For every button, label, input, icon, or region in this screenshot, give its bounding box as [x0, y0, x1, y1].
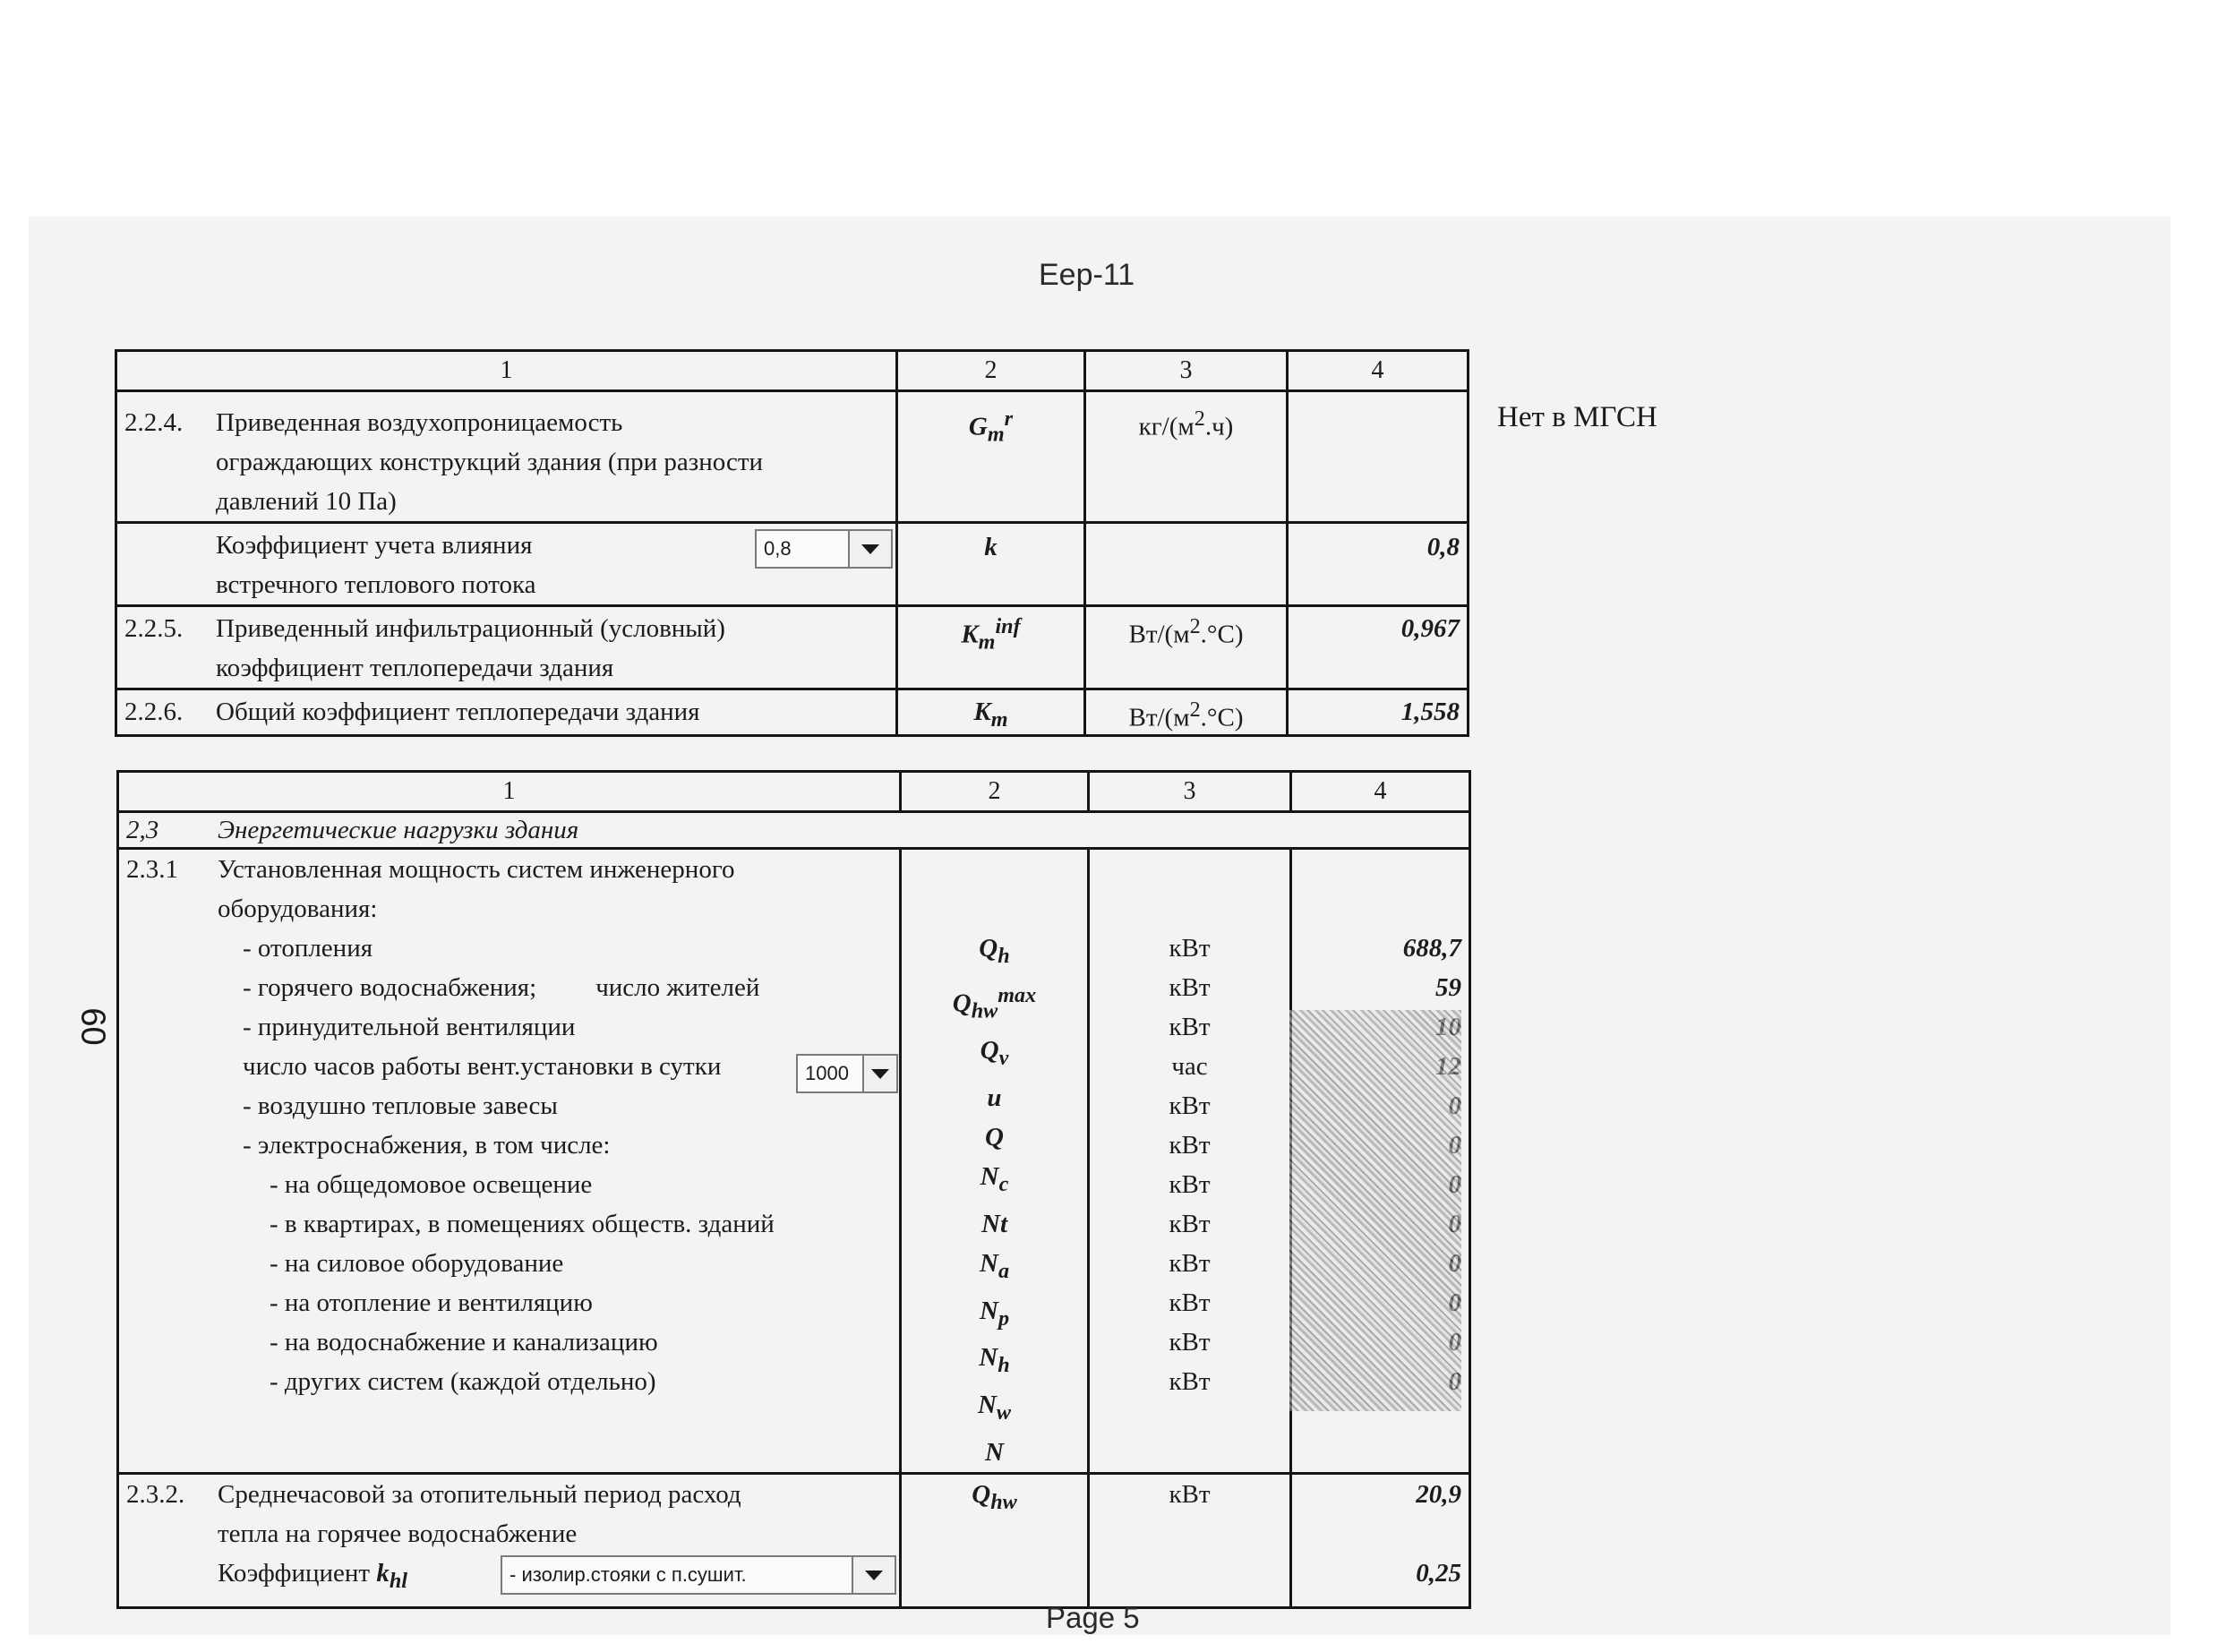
- chevron-down-icon: [861, 544, 879, 554]
- section-number: 2,3: [126, 816, 159, 844]
- row-value: [1288, 391, 1469, 523]
- section-row: [118, 812, 1470, 849]
- table-row: [116, 523, 1469, 606]
- table-envelope: [115, 349, 1469, 737]
- item-symbol: $N_h$: [979, 1343, 1010, 1378]
- item-symbol: $N_p$: [979, 1296, 1010, 1331]
- col-header-1: 1: [118, 772, 901, 812]
- row-symbol: $G_m^r$: [897, 391, 1085, 523]
- riser-type-dropdown[interactable]: [501, 1555, 896, 1595]
- symbols-column: [901, 849, 1089, 1474]
- item-label: - на силовое оборудование: [270, 1249, 564, 1278]
- side-page-number: 60: [73, 1007, 112, 1046]
- row-number: 2.2.5.: [124, 614, 184, 643]
- col-header-4: 4: [1288, 351, 1469, 391]
- row-unit: $Вт/(м^2.^\circ С)$: [1085, 689, 1288, 736]
- item-symbol: Nt: [981, 1209, 1007, 1238]
- row-description: 2.3.2. Среднечасовой за отопительный период расход тепла на горячее водоснабжение Коэффициент $k_{hl}$ - изолир.стояки с п.сушит.: [118, 1474, 901, 1608]
- dropdown-value: 0,8: [764, 537, 792, 560]
- item-label: - на общедомовое освещение: [270, 1170, 593, 1199]
- table-row: [116, 606, 1469, 689]
- col-header-3: 3: [1089, 772, 1291, 812]
- item-symbol: $N_a$: [979, 1248, 1010, 1283]
- item-label: - воздушно тепловые завесы: [243, 1091, 558, 1120]
- table-row: [118, 849, 1470, 1474]
- item-unit: кВт: [1169, 1328, 1211, 1357]
- table-energy-loads: [116, 770, 1471, 1609]
- item-unit: час: [1171, 1052, 1208, 1081]
- row-value: [1291, 1474, 1470, 1608]
- row-description: [116, 391, 897, 523]
- item-unit: кВт: [1169, 1013, 1211, 1041]
- row-text: Коэффициент учета влияния: [216, 531, 533, 560]
- row-text: ограждающих конструкций здания (при разности: [216, 448, 764, 476]
- row-symbol: $K_m^{inf}$: [897, 606, 1085, 689]
- item-unit: кВт: [1169, 1249, 1211, 1278]
- item-symbol: $N_c$: [980, 1162, 1009, 1196]
- item-unit: кВт: [1169, 1367, 1211, 1396]
- item-value: 59: [1435, 973, 1461, 1002]
- row-unit: кВт: [1089, 1474, 1291, 1608]
- item-label: - в квартирах, в помещениях обществ. зданий: [270, 1210, 775, 1238]
- row-symbol: $Q_{hw}$: [901, 1474, 1089, 1608]
- row-description: [116, 689, 897, 736]
- item-unit: кВт: [1169, 934, 1211, 963]
- units-column: [1089, 849, 1291, 1474]
- item-label: - на водоснабжение и канализацию: [270, 1328, 658, 1357]
- row-value: 1,558: [1288, 689, 1469, 736]
- side-note: Нет в МГСН: [1497, 401, 1657, 433]
- row-unit: $кг/(м^2.ч)$: [1085, 391, 1288, 523]
- col-header-4: 4: [1291, 772, 1470, 812]
- item-unit: кВт: [1169, 1131, 1211, 1160]
- item-label: число часов работы вент.установки в сутки: [243, 1052, 722, 1081]
- item-label: - горячего водоснабжения;: [243, 973, 537, 1002]
- row-unit: $Вт/(м^2.^\circ С)$: [1085, 606, 1288, 689]
- item-symbol: $N_w$: [977, 1391, 1012, 1425]
- item-value: 20,9: [1416, 1480, 1461, 1510]
- row-text: тепла на горячее водоснабжение: [218, 1519, 578, 1549]
- item-unit: кВт: [1169, 1091, 1211, 1120]
- item-label: - принудительной вентиляции: [243, 1013, 576, 1041]
- row-text: Приведенная воздухопроницаемость: [216, 408, 623, 437]
- row-text: оборудования:: [218, 894, 378, 923]
- chevron-down-icon: [865, 1571, 883, 1580]
- residents-label: число жителей: [595, 973, 760, 1002]
- item-unit: кВт: [1169, 1170, 1211, 1199]
- col-header-2: 2: [901, 772, 1089, 812]
- item-label: - других систем (каждой отдельно): [270, 1367, 656, 1396]
- row-number: 2.3.2.: [126, 1480, 185, 1510]
- dropdown-arrow-button[interactable]: [848, 531, 891, 567]
- item-unit: кВт: [1169, 1210, 1211, 1238]
- chevron-down-icon: [871, 1069, 889, 1079]
- row-number: 2.2.6.: [124, 698, 184, 726]
- item-label: - на отопление и вентиляцию: [270, 1288, 593, 1317]
- row-description: [116, 523, 897, 606]
- row-text: коэффициент теплопередачи здания: [216, 654, 614, 682]
- row-description: [116, 606, 897, 689]
- item-value: 688,7: [1402, 934, 1461, 963]
- dropdown-value: - изолир.стояки с п.сушит.: [510, 1563, 747, 1587]
- item-unit: кВт: [1169, 973, 1211, 1002]
- table-row: [118, 1474, 1470, 1608]
- col-header-1: 1: [116, 351, 897, 391]
- col-header-2: 2: [897, 351, 1085, 391]
- dropdown-arrow-button[interactable]: [862, 1056, 896, 1091]
- item-symbol: $Q_{hw}^{max}$: [952, 982, 1037, 1023]
- row-text: давлений 10 Па): [216, 487, 397, 516]
- item-symbol: $Q_h$: [979, 934, 1010, 968]
- table-row: [116, 391, 1469, 523]
- row-symbol: $K_m$: [897, 689, 1085, 736]
- item-symbol: $Q_v$: [980, 1036, 1009, 1071]
- coefficient-dropdown[interactable]: [755, 529, 893, 569]
- row-number: 2.3.1: [126, 855, 178, 884]
- row-value: 0,8: [1288, 523, 1469, 606]
- section-title: Энергетические нагрузки здания: [218, 816, 579, 844]
- row-unit: [1085, 523, 1288, 606]
- row-text: Приведенный инфильтрационный (условный): [216, 614, 725, 643]
- coefficient-value: 0,25: [1416, 1559, 1461, 1588]
- coefficient-label: Коэффициент: [218, 1559, 371, 1588]
- item-symbol: N: [985, 1438, 1004, 1468]
- dropdown-value: 1000: [805, 1062, 849, 1084]
- row-number: 2.2.4.: [124, 408, 184, 437]
- item-label: - электроснабжения, в том числе:: [243, 1131, 611, 1160]
- row-text: Установленная мощность систем инженерного: [218, 855, 735, 884]
- col-header-3: 3: [1085, 351, 1288, 391]
- row-text: Общий коэффициент теплопередачи здания: [216, 698, 700, 726]
- table-row: [116, 689, 1469, 736]
- item-symbol: Q: [985, 1123, 1004, 1152]
- section-heading: [118, 812, 1470, 849]
- dropdown-arrow-button[interactable]: [852, 1557, 895, 1593]
- row-description: [118, 849, 901, 1474]
- residents-dropdown[interactable]: [796, 1054, 898, 1093]
- row-value: 0,967: [1288, 606, 1469, 689]
- item-symbol: u: [987, 1083, 1002, 1113]
- table-header-row: [118, 772, 1470, 812]
- row-text: встречного теплового потока: [216, 570, 536, 599]
- scan-noise-patch: [1289, 1010, 1461, 1411]
- page-footer: Page 5: [1046, 1601, 1140, 1634]
- item-unit: кВт: [1169, 1288, 1211, 1317]
- item-label: - отопления: [243, 934, 373, 963]
- row-text: Среднечасовой за отопительный период расход: [218, 1480, 741, 1510]
- table-header-row: [116, 351, 1469, 391]
- row-symbol: k: [897, 523, 1085, 606]
- sheet-title: Eep-11: [1039, 258, 1135, 292]
